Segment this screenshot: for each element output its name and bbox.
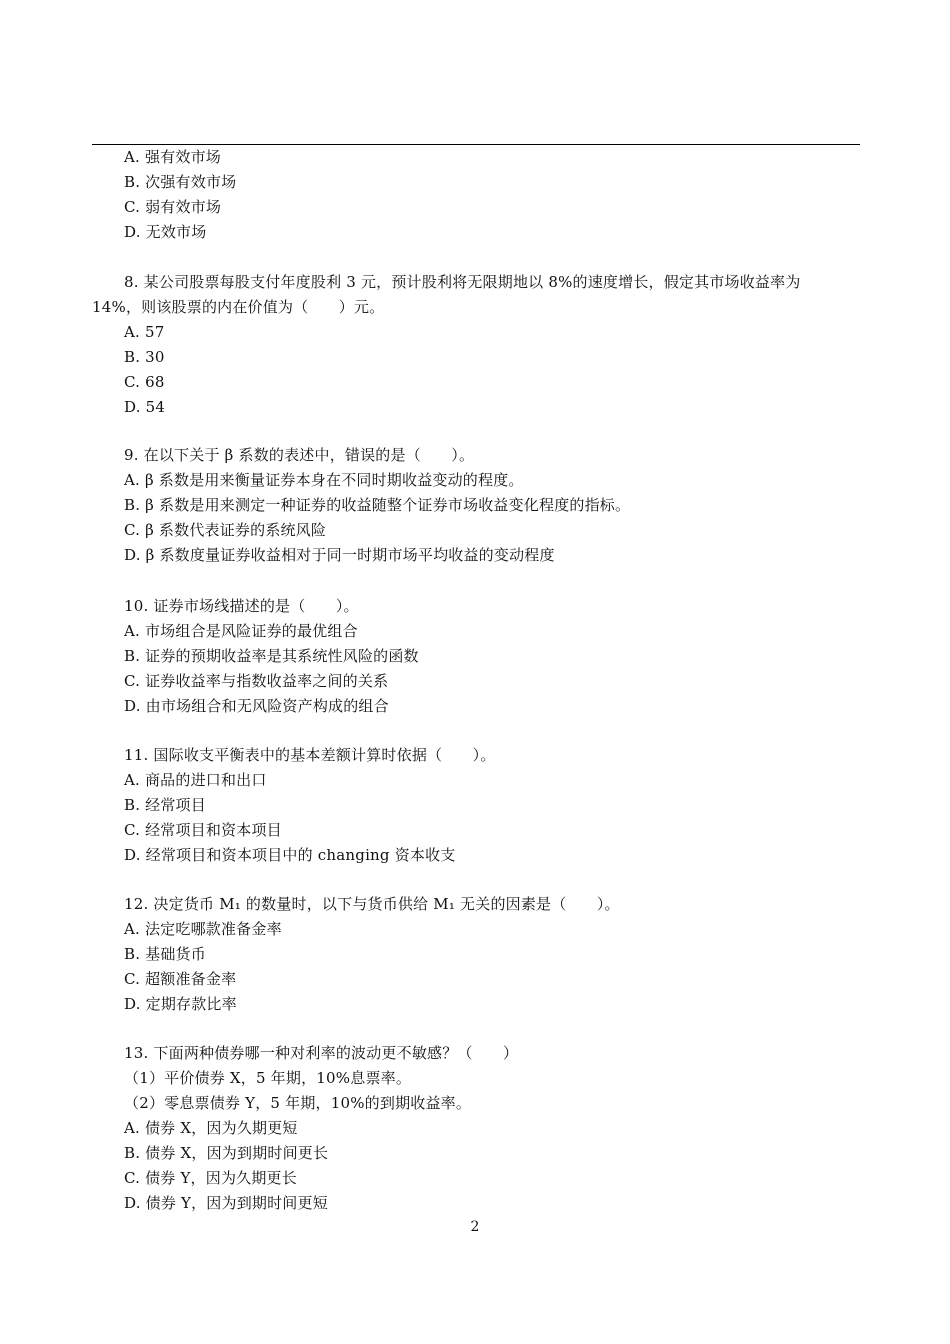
q10-option-d: D. 由市场组合和无风险资产构成的组合 [124,697,389,715]
header-rule [92,144,860,145]
q13-option-c: C. 债券 Y，因为久期更长 [124,1169,297,1187]
q12-option-c: C. 超额准备金率 [124,970,237,988]
q10-option-c: C. 证券收益率与指数收益率之间的关系 [124,672,389,690]
q8-option-d: D. 54 [124,398,166,416]
q10-option-b: B. 证券的预期收益率是其系统性风险的函数 [124,647,419,665]
q12-option-d: D. 定期存款比率 [124,995,237,1013]
q9-option-c: C. β 系数代表证券的系统风险 [124,521,327,539]
q11-stem: 11. 国际收支平衡表中的基本差额计算时依据（ ）。 [124,746,496,764]
q10-stem: 10. 证券市场线描述的是（ ）。 [124,597,359,615]
q11-option-b: B. 经常项目 [124,796,206,814]
q10-option-a: A. 市场组合是风险证券的最优组合 [124,622,358,640]
q13-bond-x: （1）平价债券 X，5 年期，10%息票率。 [124,1069,412,1087]
q13-option-d: D. 债券 Y，因为到期时间更短 [124,1194,328,1212]
q8-option-b: B. 30 [124,348,165,366]
q9-option-a: A. β 系数是用来衡量证券本身在不同时期收益变动的程度。 [124,471,524,489]
q12-option-a: A. 法定吃哪款准备金率 [124,920,282,938]
q13-bond-y: （2）零息票债券 Y，5 年期，10%的到期收益率。 [124,1094,472,1112]
q12-option-b: B. 基础货币 [124,945,206,963]
page-number: 2 [470,1219,480,1235]
q11-option-d: D. 经常项目和资本项目中的 changing 资本收支 [124,846,456,864]
q13-option-b: B. 债券 X，因为到期时间更长 [124,1144,329,1162]
q8-stem-line2: 14%，则该股票的内在价值为（ ）元。 [92,298,385,316]
q7-option-d: D. 无效市场 [124,223,207,241]
q8-option-c: C. 68 [124,373,165,391]
q8-stem-line1: 8. 某公司股票每股支付年度股利 3 元，预计股利将无限期地以 8%的速度增长，假定其市场收益率为 [124,273,801,291]
q11-option-a: A. 商品的进口和出口 [124,771,267,789]
q7-option-c: C. 弱有效市场 [124,198,222,216]
q11-option-c: C. 经常项目和资本项目 [124,821,282,839]
q7-option-a: A. 强有效市场 [124,148,221,166]
q12-stem: 12. 决定货币 M₁ 的数量时，以下与货币供给 M₁ 无关的因素是（ ）。 [124,895,620,913]
q13-option-a: A. 债券 X，因为久期更短 [124,1119,298,1137]
q9-stem: 9. 在以下关于 β 系数的表述中，错误的是（ ）。 [124,446,475,464]
q9-option-d: D. β 系数度量证券收益相对于同一时期市场平均收益的变动程度 [124,546,555,564]
q9-option-b: B. β 系数是用来测定一种证券的收益随整个证券市场收益变化程度的指标。 [124,496,631,514]
q8-option-a: A. 57 [124,323,165,341]
q7-option-b: B. 次强有效市场 [124,173,237,191]
q13-stem: 13. 下面两种债券哪一种对利率的波动更不敏感？（ ） [124,1044,519,1062]
